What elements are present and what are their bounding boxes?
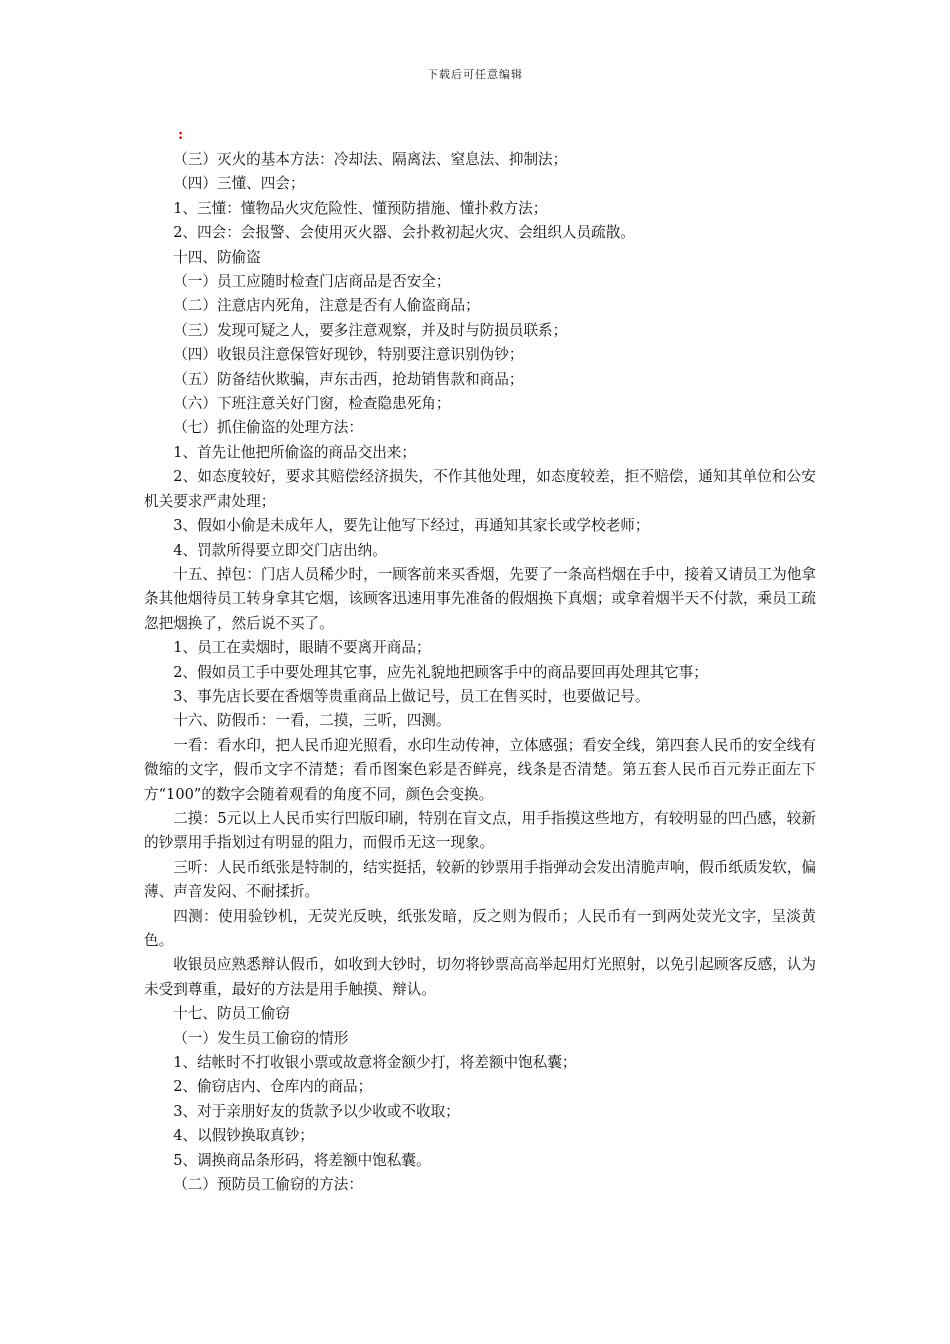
paragraph: 1、首先让他把所偷盗的商品交出来； xyxy=(173,443,416,461)
paragraph: 5、调换商品条形码，将差额中饱私囊。 xyxy=(173,1151,431,1169)
paragraph: （六）下班注意关好门窗，检查隐患死角； xyxy=(173,395,451,413)
paragraph: 2、假如员工手中要处理其它事，应先礼貌地把顾客手中的商品要回再处理其它事； xyxy=(173,663,708,681)
paragraph: 1、员工在卖烟时，眼睛不要离开商品； xyxy=(173,639,431,657)
document-body xyxy=(144,148,816,1197)
paragraph: （一）发生员工偷窃的情形 xyxy=(173,1029,349,1047)
section-heading: 十七、防员工偷窃 xyxy=(173,1005,290,1023)
paragraph: （五）防备结伙欺骗，声东击西，抢劫销售款和商品； xyxy=(173,370,524,388)
paragraph: （三）发现可疑之人，要多注意观察，并及时与防损员联系； xyxy=(173,321,568,339)
paragraph: （三）灭火的基本方法：冷却法、隔离法、窒息法、抑制法； xyxy=(173,151,568,168)
paragraph: 一看：看水印，把人民币迎光照看，水印生动传神，立体感强；看安全线，第四套人民币的安全线有微缩的文字，假币文字不清楚；看币图案色彩是否鲜亮，线条是否清楚。第五套人民币百元券正面左下方“100”的数字会随着观看的角度不同，颜色会变换。 xyxy=(144,736,816,803)
paragraph: （四）收银员注意保管好现钞，特别要注意识别伪钞； xyxy=(173,346,524,364)
paragraph: （二）预防员工偷窃的方法： xyxy=(173,1176,363,1194)
paragraph: 收银员应熟悉辩认假币，如收到大钞时，切勿将钞票高高举起用灯光照射，以免引起顾客反感，认为未受到尊重，最好的方法是用手触摸、辩认。 xyxy=(144,956,816,998)
paragraph: 四测：使用验钞机，无荧光反映，纸张发暗，反之则为假币；人民币有一到两处荧光文字，呈淡黄色。 xyxy=(144,907,816,949)
paragraph: （二）注意店内死角，注意是否有人偷盗商品； xyxy=(173,297,480,315)
paragraph: 2、偷窃店内、仓库内的商品； xyxy=(173,1078,373,1096)
paragraph: （七）抓住偷盗的处理方法： xyxy=(173,419,363,437)
paragraph: 2、如态度较好，要求其赔偿经济损失，不作其他处理，如态度较差，拒不赔偿，通知其单位和公安机关要求严肃处理； xyxy=(144,468,816,510)
paragraph: 2、四会：会报警、会使用灭火器、会扑救初起火灾、会组织人员疏散。 xyxy=(173,224,635,242)
page-header: 下载后可任意编辑 xyxy=(427,68,523,81)
paragraph: 3、事先店长要在香烟等贵重商品上做记号，员工在售买时，也要做记号。 xyxy=(173,687,650,705)
paragraph: 3、对于亲朋好友的货款予以少收或不收取； xyxy=(173,1102,460,1120)
red-marker: : xyxy=(178,127,184,143)
paragraph: 4、以假钞换取真钞； xyxy=(173,1127,314,1145)
paragraph: 1、结帐时不打收银小票或故意将金额少打，将差额中饱私囊； xyxy=(173,1054,577,1072)
section-heading: 十五、掉包：门店人员稀少时，一顾客前来买香烟，先要了一条高档烟在手中，接着又请员工为他拿条其他烟待员工转身拿其它烟，该顾客迅速用事先准备的假烟换下真烟；或拿着烟半天不付款，乘员工疏忽把烟换了，然后说不买了。 xyxy=(144,565,816,632)
section-heading: 十六、防假币：一看，二摸，三听，四测。 xyxy=(173,712,451,730)
paragraph: （一）员工应随时检查门店商品是否安全； xyxy=(173,273,451,291)
paragraph: （四）三懂、四会； xyxy=(173,175,305,193)
paragraph: 3、假如小偷是未成年人，要先让他写下经过，再通知其家长或学校老师； xyxy=(173,517,650,535)
section-heading: 十四、防偷盗 xyxy=(173,248,261,266)
paragraph: 4、罚款所得要立即交门店出纳。 xyxy=(173,541,387,559)
paragraph: 三听：人民币纸张是特制的，结实挺括，较新的钞票用手指弹动会发出清脆声响，假币纸质发软，偏薄、声音发闷、不耐揉折。 xyxy=(144,858,816,901)
paragraph: 二摸：5元以上人民币实行凹版印刷，特别在盲文点，用手指摸这些地方，有较明显的凹凸感，较新的钞票用手指划过有明显的阻力，而假币无这一现象。 xyxy=(144,809,816,852)
paragraph: 1、三懂：懂物品火灾危险性、懂预防措施、懂扑救方法； xyxy=(173,199,548,217)
